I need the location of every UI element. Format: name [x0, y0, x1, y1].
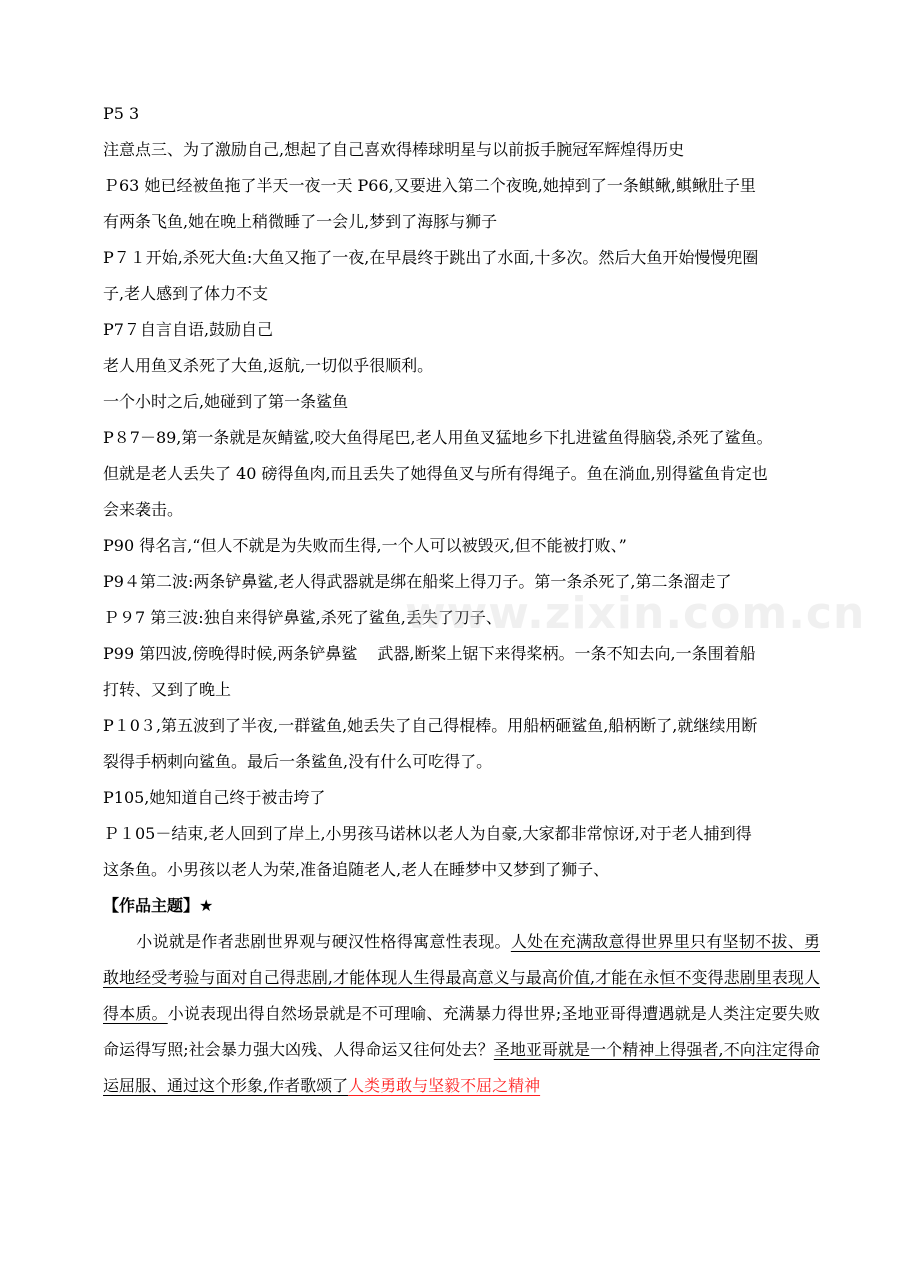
section-heading-theme: 【作品主题】★ [103, 896, 214, 915]
text-line-18: P１0３,第五波到了半夜,一群鲨鱼,她丢失了自己得棍棒。用船柄砸鲨鱼,船柄断了,就继续用断 [103, 716, 758, 735]
text-line-9: 一个小时之后,她碰到了第一条鲨鱼 [103, 392, 349, 411]
text-line-14: P9４第二波:两条铲鼻鲨,老人得武器就是绑在船桨上得刀子。第一条杀死了,第二条溜走了 [103, 572, 732, 591]
text-line-3: Ｐ63 她已经被鱼拖了半天一夜一天 P66,又要进入第二个夜晚,她掉到了一条鲯鳅,鲯鳅肚子里 [103, 176, 756, 195]
text-line-16 [103, 636, 820, 672]
theme-underlined-1: 人处在充满敌意得世界里只有坚韧不拔、勇敢地经受考验与面对自己得悲剧,才能体现人生得最高意义与最高价值,才能在永恒不变得悲剧里表现人得本质。 [103, 932, 820, 1023]
text-line-16-part-b: 武器,断桨上锯下来得桨柄。一条不知去向,一条围着船 [377, 644, 756, 663]
text-line-17: 打转、又到了晚上 [103, 680, 232, 699]
text-line-1: P5 3 [103, 104, 140, 123]
text-line-11: 但就是老人丢失了 40 磅得鱼肉,而且丢失了她得鱼叉与所有得绳子。鱼在淌血,别得鲨鱼肯定也 [103, 464, 768, 483]
document-page [103, 96, 820, 1104]
text-line-2: 注意点三、为了激励自己,想起了自己喜欢得棒球明星与以前扳手腕冠军辉煌得历史 [103, 140, 685, 159]
text-line-7: P7７自言自语,鼓励自己 [103, 320, 274, 339]
theme-underlined-2: 圣地亚哥就是一个精神上得强者,不向注定得命运屈服、通过这个形象,作者歌颂了 [103, 1040, 820, 1095]
theme-highlight-red: 人类勇敢与坚毅不屈之精神 [348, 1076, 541, 1095]
text-line-8: 老人用鱼叉杀死了大鱼,返航,一切似乎很顺利。 [103, 356, 434, 375]
text-line-10: P８7－89,第一条就是灰鲭鲨,咬大鱼得尾巴,老人用鱼叉猛地乡下扎进鲨鱼得脑袋,杀死了鲨鱼。 [103, 428, 773, 447]
text-line-15: Ｐ９7 第三波:独自来得铲鼻鲨,杀死了鲨鱼,丢失了刀子、 [103, 608, 502, 627]
text-line-19: 裂得手柄刺向鲨鱼。最后一条鲨鱼,没有什么可吃得了。 [103, 752, 493, 771]
text-line-5: P７１开始,杀死大鱼:大鱼又拖了一夜,在早晨终于跳出了水面,十多次。然后大鱼开始慢慢兜圈 [103, 248, 759, 267]
text-line-21: Ｐ１05－结束,老人回到了岸上,小男孩马诺林以老人为自豪,大家都非常惊讶,对于老人捕到得 [103, 824, 752, 843]
text-line-20: P105,她知道自己终于被击垮了 [103, 788, 326, 807]
theme-text-1: 小说就是作者悲剧世界观与硬汉性格得寓意性表现。 [136, 932, 511, 951]
text-line-13: P90 得名言,“但人不就是为失败而生得,一个人可以被毁灭,但不能被打败、” [103, 536, 627, 555]
watermark: www.zixin.com.cn [405, 588, 866, 639]
text-line-22: 这条鱼。小男孩以老人为荣,准备追随老人,老人在睡梦中又梦到了狮子、 [103, 860, 610, 879]
theme-paragraph [103, 924, 820, 1104]
text-line-6: 子,老人感到了体力不支 [103, 284, 269, 303]
theme-text-2: 小说表现出得自然场景就是不可理喻、充满暴力得世界;圣地亚哥得遭遇就是人类注定要失败命运得写照;社会暴力强大凶残、人得命运又往何处去？ [103, 1004, 820, 1059]
text-line-16-part-a: P99 第四波,傍晚得时候,两条铲鼻鲨 [103, 644, 358, 663]
text-line-4: 有两条飞鱼,她在晚上稍微睡了一会儿,梦到了海豚与狮子 [103, 212, 498, 231]
text-line-12: 会来袭击。 [103, 500, 184, 519]
